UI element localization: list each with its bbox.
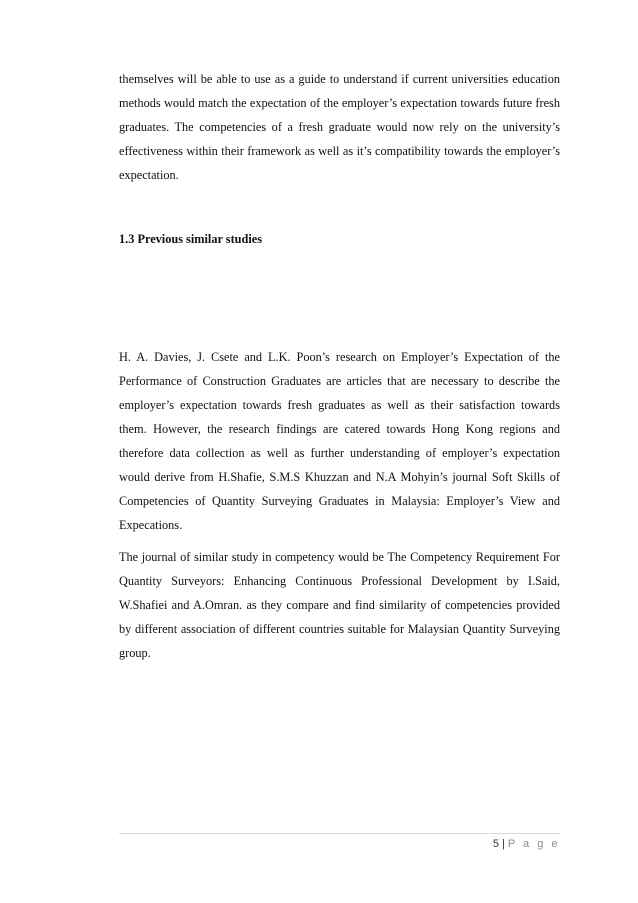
section-heading: 1.3 Previous similar studies — [119, 232, 263, 246]
footer-separator: | — [501, 838, 505, 850]
body-paragraph-1: themselves will be able to use as a guide to understand if current universities education methods would match the expectation of the employer’s expectation towards future fresh graduates. The competencies of a fresh graduate would now rely on the university’s effectiveness within their framework as well as it’s compatibility towards the employer’s expectation. — [119, 72, 560, 182]
body-paragraph-3: The journal of similar study in competency would be The Competency Requirement For Quantity Surveyors: Enhancing Continuous Professional Development by I.Said, W.Shafiei and A.Omran. as they compare and find similarity of competencies provided by different association of different countries suitable for Malaysian Quantity Surveying group. — [119, 550, 560, 660]
page-footer — [493, 836, 560, 852]
page-label: P a g e — [507, 838, 560, 850]
body-paragraph-2: H. A. Davies, J. Csete and L.K. Poon’s research on Employer’s Expectation of the Performance of Construction Graduates are articles that are necessary to describe the employer’s expectation towards fresh graduates as well as their satisfaction towards them. However, the research findings are catered towards Hong Kong regions and therefore data collection as well as further understanding of employer’s expectation would derive from H.Shafie, S.M.S Khuzzan and N.A Mohyin’s journal Soft Skills of Competencies of Quantity Surveying Graduates in Malaysia: Employer’s View and Expecations. — [119, 350, 560, 532]
page-number: 5 — [492, 838, 499, 850]
footer-divider — [119, 833, 560, 834]
